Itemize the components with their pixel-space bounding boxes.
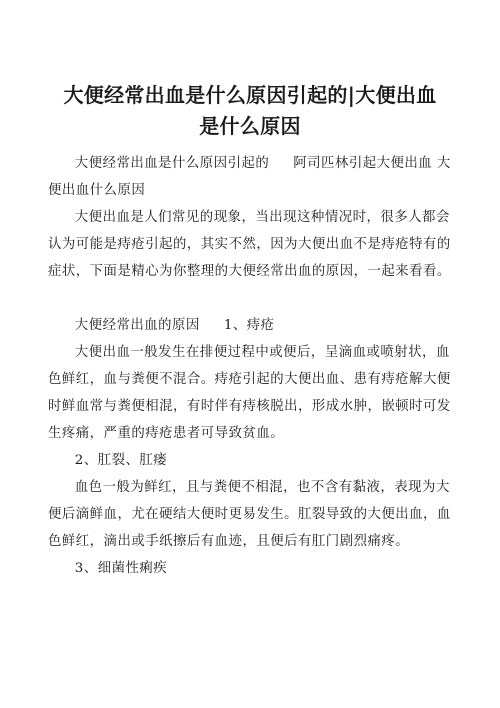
- document-title: [60, 80, 440, 142]
- intro-keywords: 阿司匹林引起大便出血 大便出血什么原因: [48, 156, 451, 198]
- paragraph-cause-1: 大便出血一般发生在排便过程中或便后，呈滴血或喷射状，血色鲜红，血与粪便不混合。痔疮引起的大便出血、患有痔疮解大便时鲜血常与粪便相混，有时伴有痔核脱出，形成水肿，嵌顿时可发生疼痛，严重的痔疮患者可导致贫血。: [48, 345, 451, 441]
- document-body: [48, 150, 458, 582]
- cause-2-heading: 2、肛裂、肛瘘: [74, 453, 168, 468]
- causes-heading: 大便经常出血的原因: [74, 318, 200, 333]
- cause-3-heading: 3、细菌性痢疾: [74, 561, 168, 576]
- cause-1-heading: 1、痔疮: [223, 318, 275, 333]
- blank-line: [48, 285, 458, 312]
- paragraph-overview: 大便出血是人们常见的现象，当出现这种情况时，很多人都会认为可能是痔疮引起的，其实不然，因为大便出血不是痔疮特有的症状，下面是精心为你整理的大便经常出血的原因，一起来看看。: [48, 210, 451, 279]
- paragraph-intro: [48, 150, 458, 204]
- title-line-1: 大便经常出血是什么原因引起的|大便出血: [63, 83, 437, 107]
- title-line-2: 是什么原因: [199, 114, 301, 138]
- paragraph-cause-2: 血色一般为鲜红，且与粪便不相混，也不含有黏液，表现为大便后滴鲜血，尤在硬结大便时更易发生。肛裂导致的大便出血，血色鲜红，滴出或手纸擦后有血迹，且便后有肛门剧烈痛疼。: [48, 480, 451, 549]
- paragraph-causes-heading: [48, 312, 458, 339]
- intro-heading: 大便经常出血是什么原因引起的: [74, 156, 270, 171]
